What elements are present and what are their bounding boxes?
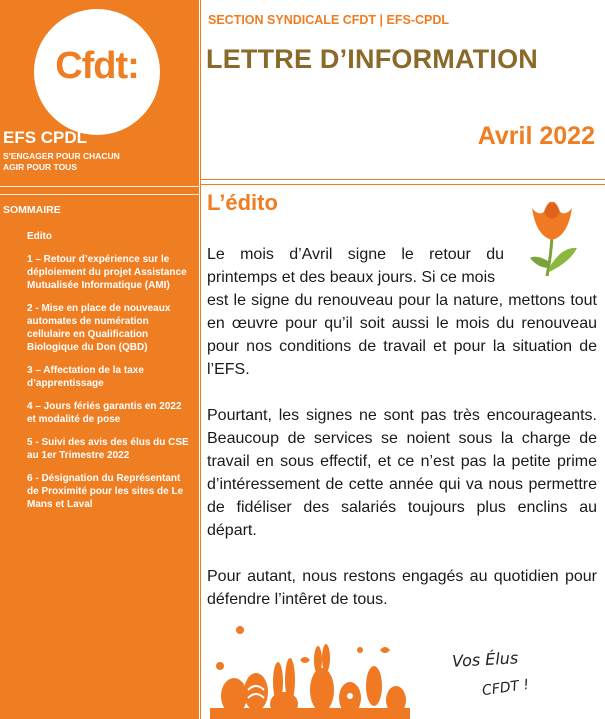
signature-line-1: Vos Élus: [451, 648, 519, 671]
sommaire-item-2[interactable]: 2 - Mise en place de nouveaux automates de numération cellulaire en Qualification Biologique du Don (QBD): [27, 303, 171, 353]
edito-paragraph-2: Pourtant, les signes ne sont pas très encourageants. Beaucoup de services se noient sous la charge de travail en sous effectif, et ce n’est pas la petite prime d’intéressement de cette année qui va nous permettre de fidéliser des salariés toujours plus enclins au départ.: [207, 407, 597, 539]
cfdt-logo: [34, 9, 160, 135]
sidebar: [0, 0, 199, 719]
sommaire-item-3[interactable]: 3 – Affectation de la taxe d’apprentissage: [27, 365, 144, 389]
sommaire-list: [27, 230, 191, 521]
sommaire-title: SOMMAIRE: [3, 204, 61, 216]
org-name: EFS CPDL: [3, 128, 88, 147]
sommaire-item-5[interactable]: 5 - Suivi des avis des élus du CSE au 1er Trimestre 2022: [27, 437, 189, 461]
slogan-line-2: AGIR POUR TOUS: [3, 162, 77, 172]
vertical-divider: [200, 0, 201, 719]
header-divider: [201, 179, 605, 180]
edito-body: [207, 243, 597, 634]
sidebar-divider: [0, 186, 199, 187]
sommaire-item-4[interactable]: 4 – Jours fériés garantis en 2022 et modalité de pose: [27, 401, 182, 425]
edito-paragraph-1a: Le mois d’Avril signe le retour du printemps et des beaux jours. Si ce mois: [207, 246, 504, 286]
sommaire-item-6[interactable]: 6 - Désignation du Représentant de Proximité pour les sites de Le Mans et Laval: [27, 473, 184, 510]
sommaire-item-1[interactable]: 1 – Retour d’expérience sur le déploiement du projet Assistance Mutualisée Informatique (AMI): [27, 254, 187, 291]
signature-line-2: CFDT !: [481, 676, 531, 700]
slogan: [3, 151, 120, 173]
edito-paragraph-3: Pour autant, nous restons engagés au quotidien pour défendre l’intêret de tous.: [207, 568, 597, 608]
section-label: SECTION SYNDICALE CFDT | EFS-CPDL: [208, 13, 450, 27]
edito-paragraph-1b: est le signe du renouveau pour la nature, mettons tout en œuvre pour qu’il soit aussi le mois du renouveau pour nos conditions de travail et pour la situation de l’EFS.: [207, 292, 597, 378]
sommaire-item-edito[interactable]: Edito: [27, 231, 52, 242]
sidebar-divider: [0, 194, 199, 195]
header-divider: [201, 184, 605, 185]
page-title: LETTRE D’INFORMATION: [206, 44, 538, 74]
slogan-line-1: S'ENGAGER POUR CHACUN: [3, 151, 120, 161]
edito-title: L’édito: [207, 190, 278, 215]
easter-bunny-illustration: [210, 620, 410, 719]
logo-text: Cfdt:: [55, 45, 139, 87]
issue-date: Avril 2022: [477, 122, 595, 150]
